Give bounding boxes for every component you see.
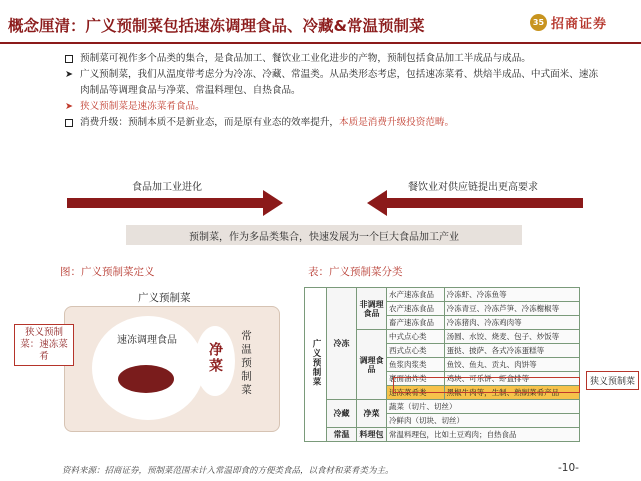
table-cell: 冷冻猪肉、冷冻鸡肉等 bbox=[444, 316, 579, 330]
table-cell: 水产速冻食品 bbox=[387, 288, 445, 302]
source-note: 资料来源：招商证券，预制菜范围未计入常温即食的方便类食品，以食材和菜肴类为主。 bbox=[62, 466, 394, 476]
table-cell: 黑椒牛肉等，生制、熟制菜肴产品 bbox=[444, 386, 579, 400]
bullet-list bbox=[62, 51, 602, 131]
broad-label: 广义预制菜 bbox=[138, 292, 191, 304]
table-row bbox=[305, 288, 580, 302]
temp-chilled: 冷藏 bbox=[327, 400, 357, 428]
narrow-core-ellipse bbox=[118, 365, 174, 393]
table-cell: 蔬菜（切片、切丝） bbox=[387, 400, 580, 414]
table-cell: 蛋挞、披萨、各式冷冻蛋糕等 bbox=[444, 344, 579, 358]
table-cell: 常温料理包，比如土豆鸡肉；自热食品 bbox=[387, 428, 580, 442]
ambient-label: 常温预制菜 bbox=[240, 330, 252, 398]
arrow-bullet-icon: ➤ bbox=[64, 69, 74, 80]
narrow-tag: 狭义预制菜 bbox=[586, 371, 639, 390]
table-cell: 冷冻青豆、冷冻芦笋、冷冻榭椒等 bbox=[444, 302, 579, 316]
bullet-1: 预制菜可视作多个品类的集合，是食品加工、餐饮业工业化进步的产物，预制包括食品加工半成品与成品。 bbox=[62, 51, 602, 67]
logo-badge: 35 bbox=[530, 14, 547, 31]
frozen-label: 速冻调理食品 bbox=[117, 335, 177, 346]
page-number: -10- bbox=[558, 462, 579, 474]
sub-pouch: 料理包 bbox=[357, 428, 387, 442]
table-cell: 西式点心类 bbox=[387, 344, 445, 358]
table-cell: 中式点心类 bbox=[387, 330, 445, 344]
title-rule bbox=[0, 42, 641, 44]
table-cell: 畜产速冻食品 bbox=[387, 316, 445, 330]
left-arrow-icon bbox=[367, 190, 583, 216]
table-cell: 鱼浆肉浆类 bbox=[387, 358, 445, 372]
table-row bbox=[305, 400, 580, 414]
square-bullet-icon bbox=[62, 115, 76, 133]
bullet-3: ➤ 狭义预制菜是速冻菜肴食品。 bbox=[62, 99, 602, 115]
sub-processed: 调理食品 bbox=[357, 330, 387, 400]
food-processing-label: 食品加工业进化 bbox=[132, 182, 202, 193]
right-arrow-icon bbox=[67, 190, 283, 216]
bullet-4: 消费升级：预制本质不是新业态，而是原有业态的效率提升，本质是消费升级投资范畴。 bbox=[62, 115, 602, 131]
table-row bbox=[305, 428, 580, 442]
sub-net: 净菜 bbox=[357, 400, 387, 428]
table-cell: 速冻菜肴类 bbox=[387, 386, 445, 400]
bullet-2: ➤ 广义预制菜，我们从温度带考虑分为冷冻、冷藏、常温类。从品类形态考虑，包括速冻菜肴、烘焙半成品、中式面米、速冻肉制品等调理食品与净菜、常温料理包、自热食品。 bbox=[62, 67, 602, 99]
table-caption: 表：广义预制菜分类 bbox=[308, 266, 403, 278]
figure-caption: 图：广义预制菜定义 bbox=[60, 266, 155, 278]
catering-label: 餐饮业对供应链提出更高要求 bbox=[408, 182, 538, 193]
narrow-callout: 狭义预制菜：速冻菜肴 bbox=[14, 324, 74, 366]
net-label: 净菜 bbox=[207, 342, 223, 374]
table-cell: 冷冻虾、冷冻鱼等 bbox=[444, 288, 579, 302]
table-cell: 冷鲜肉（切块、切丝） bbox=[387, 414, 580, 428]
summary-box: 预制菜，作为多品类集合，快速发展为一个巨大食品加工产业 bbox=[126, 225, 522, 245]
table-cell: 裹面油炸类 bbox=[387, 372, 445, 386]
temp-frozen: 冷冻 bbox=[327, 288, 357, 400]
page-title: 概念厘清：广义预制菜包括速冻调理食品、冷藏&常温预制菜 bbox=[8, 17, 425, 35]
classification-table bbox=[304, 287, 580, 442]
logo-text: 招商证券 bbox=[550, 17, 607, 32]
table-cell: 农产速冻食品 bbox=[387, 302, 445, 316]
arrow-bullet-icon: ➤ bbox=[64, 101, 74, 112]
category-cell: 广义预制菜 bbox=[305, 288, 327, 442]
sub-nonprocessed: 非调理食品 bbox=[357, 288, 387, 330]
table-cell: 汤圆、水饺、烧麦、包子、炒饭等 bbox=[444, 330, 579, 344]
table-cell: 鸡块、可乐饼、虾盒排等 bbox=[444, 372, 579, 386]
temp-ambient: 常温 bbox=[327, 428, 357, 442]
table-cell: 鱼饺、鱼丸、贡丸、肉饼等 bbox=[444, 358, 579, 372]
logo bbox=[530, 13, 607, 32]
